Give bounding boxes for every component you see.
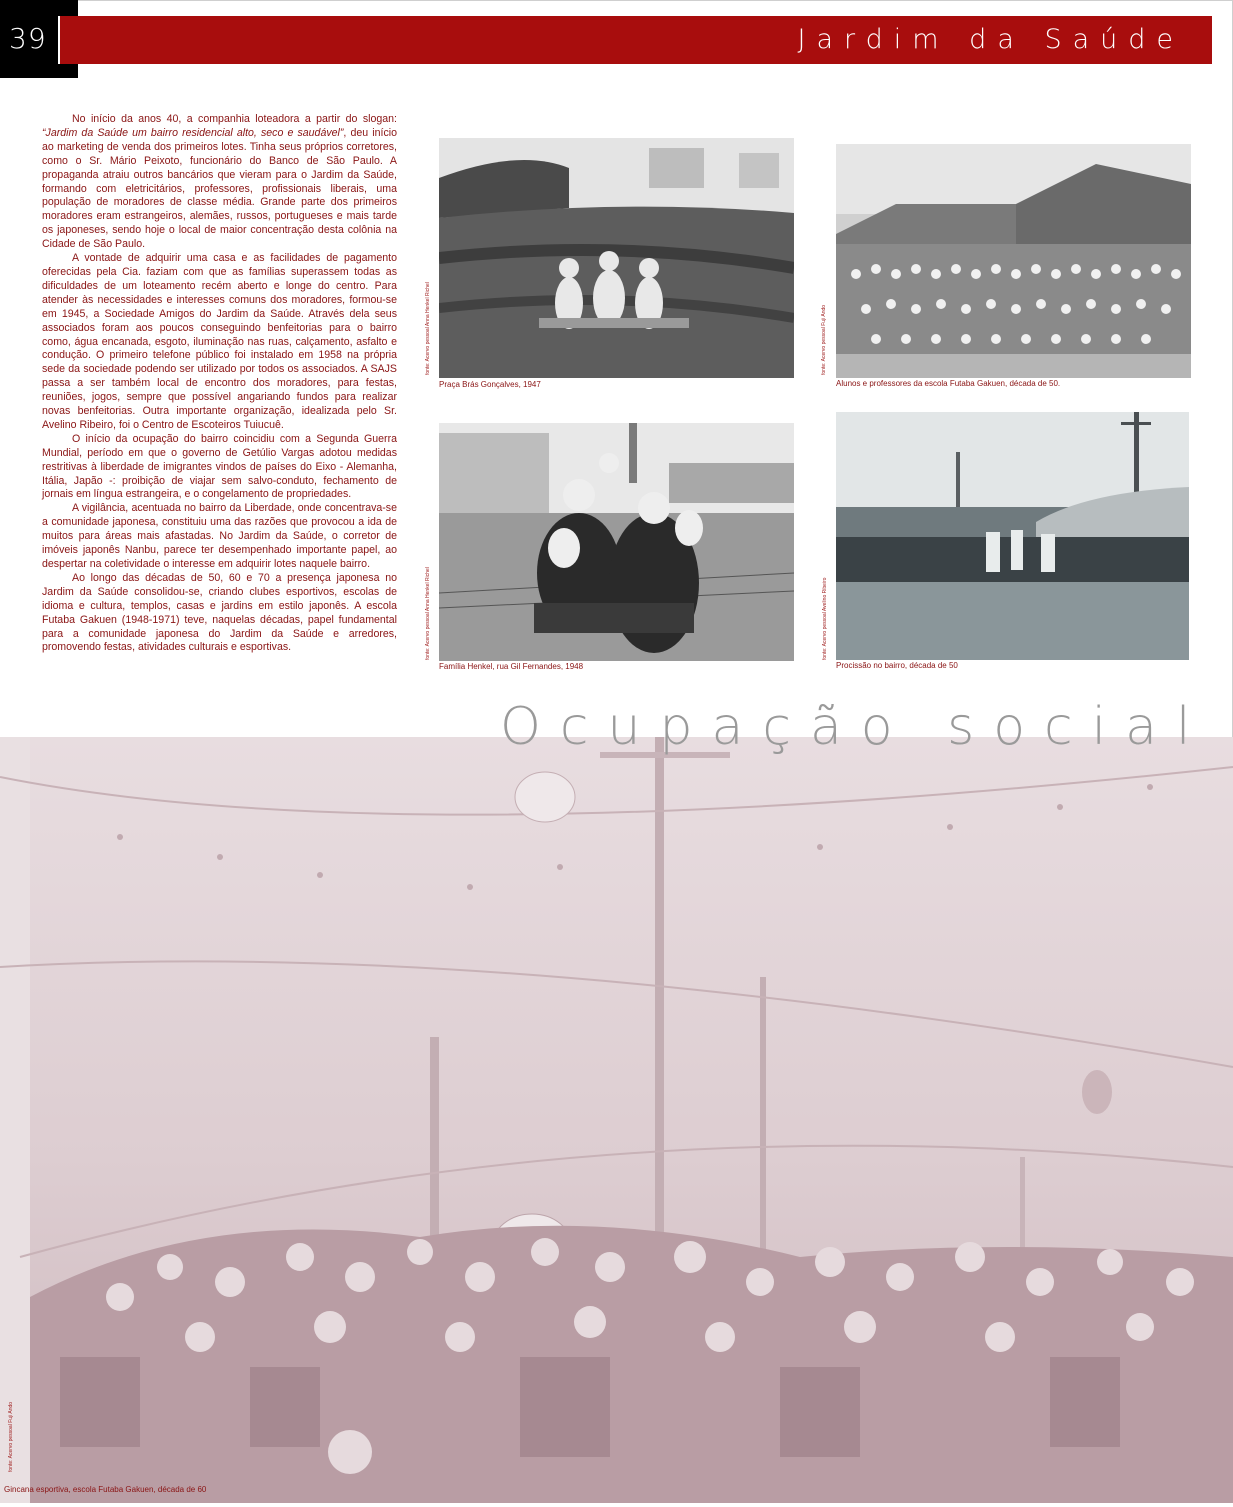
photo-futaba-gakuen-alunos <box>836 144 1191 378</box>
page-number: 39 <box>9 22 47 55</box>
paragraph-lead: No início da anos 40, a companhia loteadora a partir do slogan: <box>72 113 397 125</box>
photo-familia-henkel <box>439 423 794 661</box>
slogan-quote: “Jardim da Saúde um bairro residencial alto, seco e saudável” <box>42 126 344 139</box>
article-paragraph <box>42 113 397 252</box>
photo-caption: Família Henkel, rua Gil Fernandes, 1948 <box>439 662 584 671</box>
photo-caption: Procissão no bairro, década de 50 <box>836 661 958 670</box>
header-divider <box>58 16 60 64</box>
article-paragraph: O início da ocupação do bairro coincidiu com a Segunda Guerra Mundial, período em que o governo de Getúlio Vargas adotou medidas restritivas à liberdade de imigrantes vindos de países do Eixo - Alemanha, Itália, Japão -: proibição de viajar sem salvo-conduto, fechamento de jornais em língua estrangeira, e o congelamento de propriedades. <box>42 432 397 501</box>
background-photo-credit: fonte: Acervo pessoal Fuji Ando <box>8 1401 14 1472</box>
photo-caption: Alunos e professores da escola Futaba Gakuen, década de 50. <box>836 379 1061 388</box>
article-paragraph: Ao longo das décadas de 50, 60 e 70 a presença japonesa no Jardim da Saúde consolidou-se, criando clubes esportivos, escolas de idioma e cultura, templos, casas e jardins em estilo japonês. A escola Futaba Gakuen (1948-1971) teve, naquelas décadas, papel fundamental para a comunidade japonesa do Jardim da Saúde e arredores, promovendo festas, atividades culturais e esportivas. <box>42 571 397 654</box>
photo-credit: fonte: Acervo pessoal Avelino Ribeiro <box>822 577 828 660</box>
article-paragraph: A vigilância, acentuada no bairro da Liberdade, onde concentrava-se a comunidade japonesa, constituiu uma das razões que provocou a ida de muitos para áreas mais afastadas. No Jardim da Saúde, o corretor de imóveis japonês Nanbu, parece ter desempenhado importante papel, ao despertar na coletividade o interesse em adquirir lotes naquele bairro. <box>42 502 397 570</box>
frame-top-line <box>78 0 1233 1</box>
photo-praca-bras-goncalves <box>439 138 794 378</box>
photo-credit: fonte: Acervo pessoal Anna Henkel Richel <box>425 282 431 375</box>
photo-caption: Praça Brás Gonçalves, 1947 <box>439 380 541 389</box>
paragraph-rest: , deu início ao marketing de venda dos primeiros lotes. Tinha seus próprios corretores, como o Sr. Mário Peixoto, funcionário do Banco de São Paulo. A propaganda atraiu outros bancários que vieram para o Jardim da Saúde, formando com eletricitários, professores, profissionais liberais, uma população de moradores de classe média. Grande parte dos primeiros moradores eram estrangeiros, alemães, russos, portugueses e mais tarde os japoneses, sendo hoje o local de maior concentração desta colônia na Cidade de São Paulo. <box>42 126 397 251</box>
background-photo-caption: Gincana esportiva, escola Futaba Gakuen, década de 60 <box>4 1485 207 1494</box>
section-title: Ocupação social <box>500 697 1210 757</box>
background-photo-gincana <box>0 737 1233 1503</box>
photo-credit: fonte: Acervo pessoal Fuji Ando <box>821 304 827 375</box>
photo-credit: fonte: Acervo pessoal Anna Henkel Richel <box>425 567 431 660</box>
article-paragraph: A vontade de adquirir uma casa e as facilidades de pagamento oferecidas pela Cia. faziam com que as famílias superassem todas as dificuldades de um loteamento recém aberto e longe do centro. Para atender às necessidades e interesses comuns dos moradores, formou-se em 1945, a Sociedade Amigos do Jardim da Saúde. Através dela seus associados foram aos poucos conseguindo benfeitorias para o bairro como, água encanada, esgoto, iluminação nas ruas, calçamento, asfalto e condução. O primeiro telefone público foi instalado em 1958 na própria sede da sociedade podendo ser utilizado por todos os associados. A SAJS passa a ser também local de encontro dos moradores, para festas, reuniões, jogos, sempre que possível angariando fundos para realizar novas benfeitorias. Outra importante organização, idealizada pelo Sr. Avelino Ribeiro, foi o Centro de Escoteiros Tuiucuê. <box>42 252 397 431</box>
photo-procissao <box>836 412 1189 660</box>
header-title: Jardim da Saúde <box>797 24 1184 55</box>
header-bar <box>58 16 1212 64</box>
article-body <box>42 113 397 655</box>
